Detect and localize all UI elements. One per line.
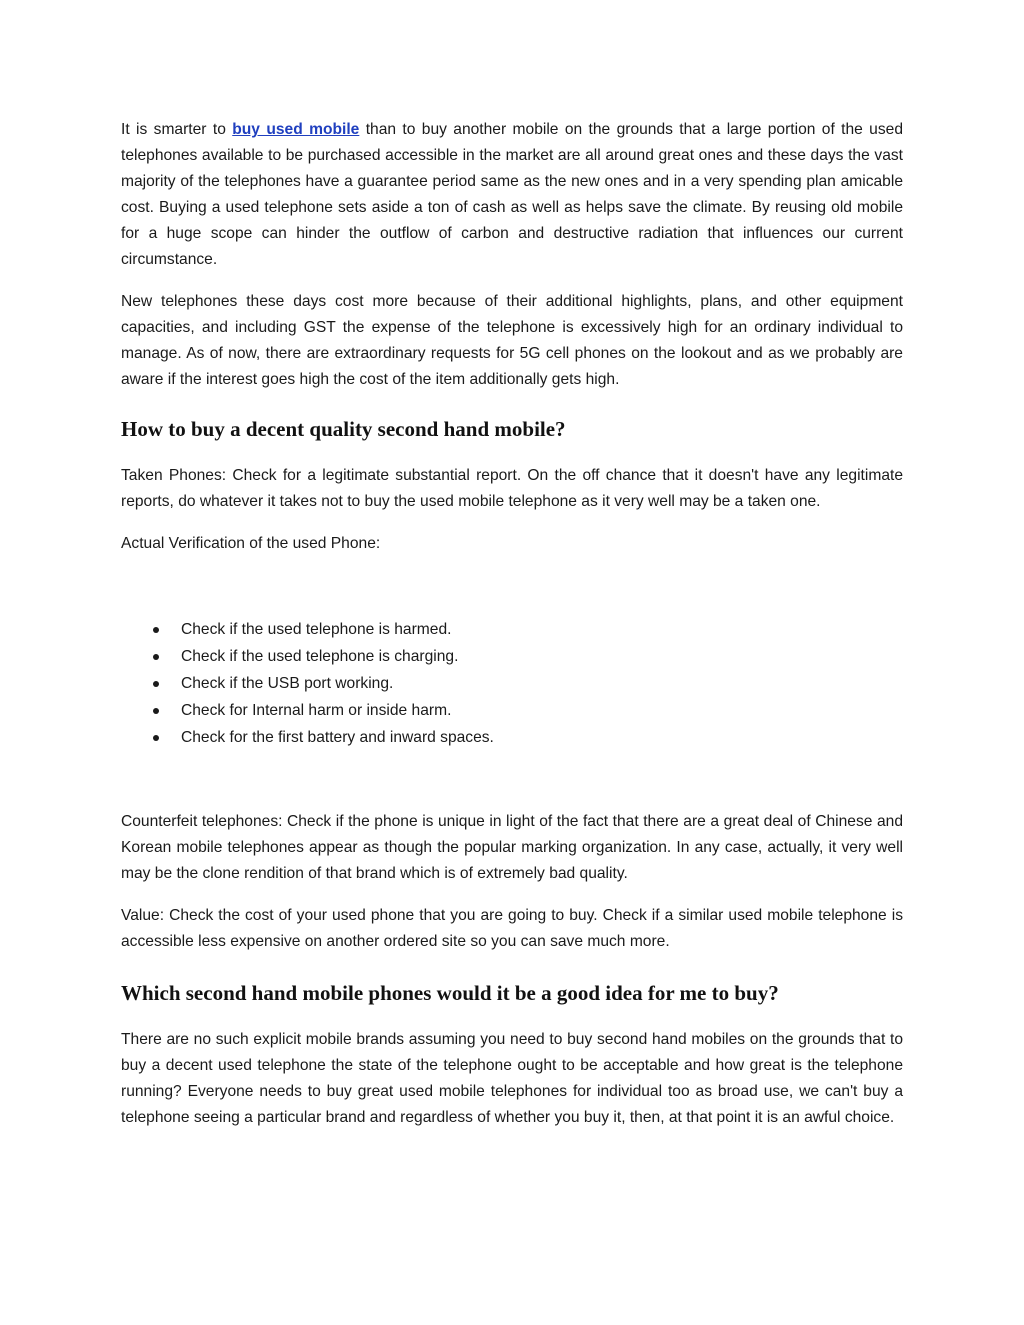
verification-checklist	[121, 616, 903, 751]
value-paragraph: Value: Check the cost of your used phone that you are going to buy. Check if a similar used mobile telephone is accessible less expensive on another ordered site so you can save much more.	[121, 907, 903, 950]
list-item	[121, 643, 903, 670]
bullet-icon	[153, 654, 159, 660]
taken-phones-paragraph: Taken Phones: Check for a legitimate substantial report. On the off chance that it doesn't have any legitimate reports, do whatever it takes not to buy the used mobile telephone as it very well may be a taken one.	[121, 467, 903, 510]
list-item	[121, 697, 903, 724]
bullet-icon	[153, 708, 159, 714]
list-item	[121, 616, 903, 643]
list-item-text: Check for the first battery and inward spaces.	[181, 729, 494, 746]
new-telephones-paragraph: New telephones these days cost more because of their additional highlights, plans, and other equipment capacities, and including GST the expense of the telephone is excessively high for an ordinary individual to manage. As of now, there are extraordinary requests for 5G cell phones on the lookout and as we probably are aware if the interest goes high the cost of the item additionally gets high.	[121, 293, 903, 388]
list-item-text: Check if the used telephone is charging.	[181, 648, 459, 665]
bullet-icon	[153, 681, 159, 687]
bullet-icon	[153, 735, 159, 741]
bullet-icon	[153, 627, 159, 633]
heading-how-to-buy: How to buy a decent quality second hand mobile?	[121, 417, 566, 441]
intro-paragraph	[121, 117, 903, 273]
list-item-text: Check for Internal harm or inside harm.	[181, 702, 452, 719]
brands-paragraph: There are no such explicit mobile brands assuming you need to buy second hand mobiles on the grounds that to buy a decent used telephone the state of the telephone ought to be acceptable and how great is the telephone running? Everyone needs to buy great used mobile telephones for individual too as broad use, we can't buy a telephone seeing a particular brand and regardless of whether you buy it, then, at that point it is an awful choice.	[121, 1031, 903, 1126]
list-item	[121, 670, 903, 697]
heading-which-phones: Which second hand mobile phones would it be a good idea for me to buy?	[121, 981, 779, 1005]
intro-text-before-link: It is smarter to	[121, 121, 233, 138]
actual-verification-paragraph: Actual Verification of the used Phone:	[121, 535, 381, 552]
counterfeit-paragraph: Counterfeit telephones: Check if the phone is unique in light of the fact that there are a great deal of Chinese and Korean mobile telephones appear as though the popular marking organization. In any case, actually, it very well may be the clone rendition of that brand which is of extremely bad quality.	[121, 813, 903, 882]
list-item-text: Check if the USB port working.	[181, 675, 394, 692]
list-item	[121, 724, 903, 751]
document-page	[121, 117, 903, 1131]
list-item-text: Check if the used telephone is harmed.	[181, 621, 452, 638]
intro-text-after-link: than to buy another mobile on the grounds that a large portion of the used telephones available to be purchased accessible in the market are all around great ones and these days the vast majority of the telephones have a guarantee period same as the new ones and in a very spending plan amicable cost. Buying a used telephone sets aside a ton of cash as well as helps save the climate. By reusing old mobile for a huge scope can hinder the outflow of carbon and destructive radiation that influences our current circumstance.	[121, 121, 903, 268]
buy-used-mobile-link[interactable]: buy used mobile	[232, 121, 360, 138]
